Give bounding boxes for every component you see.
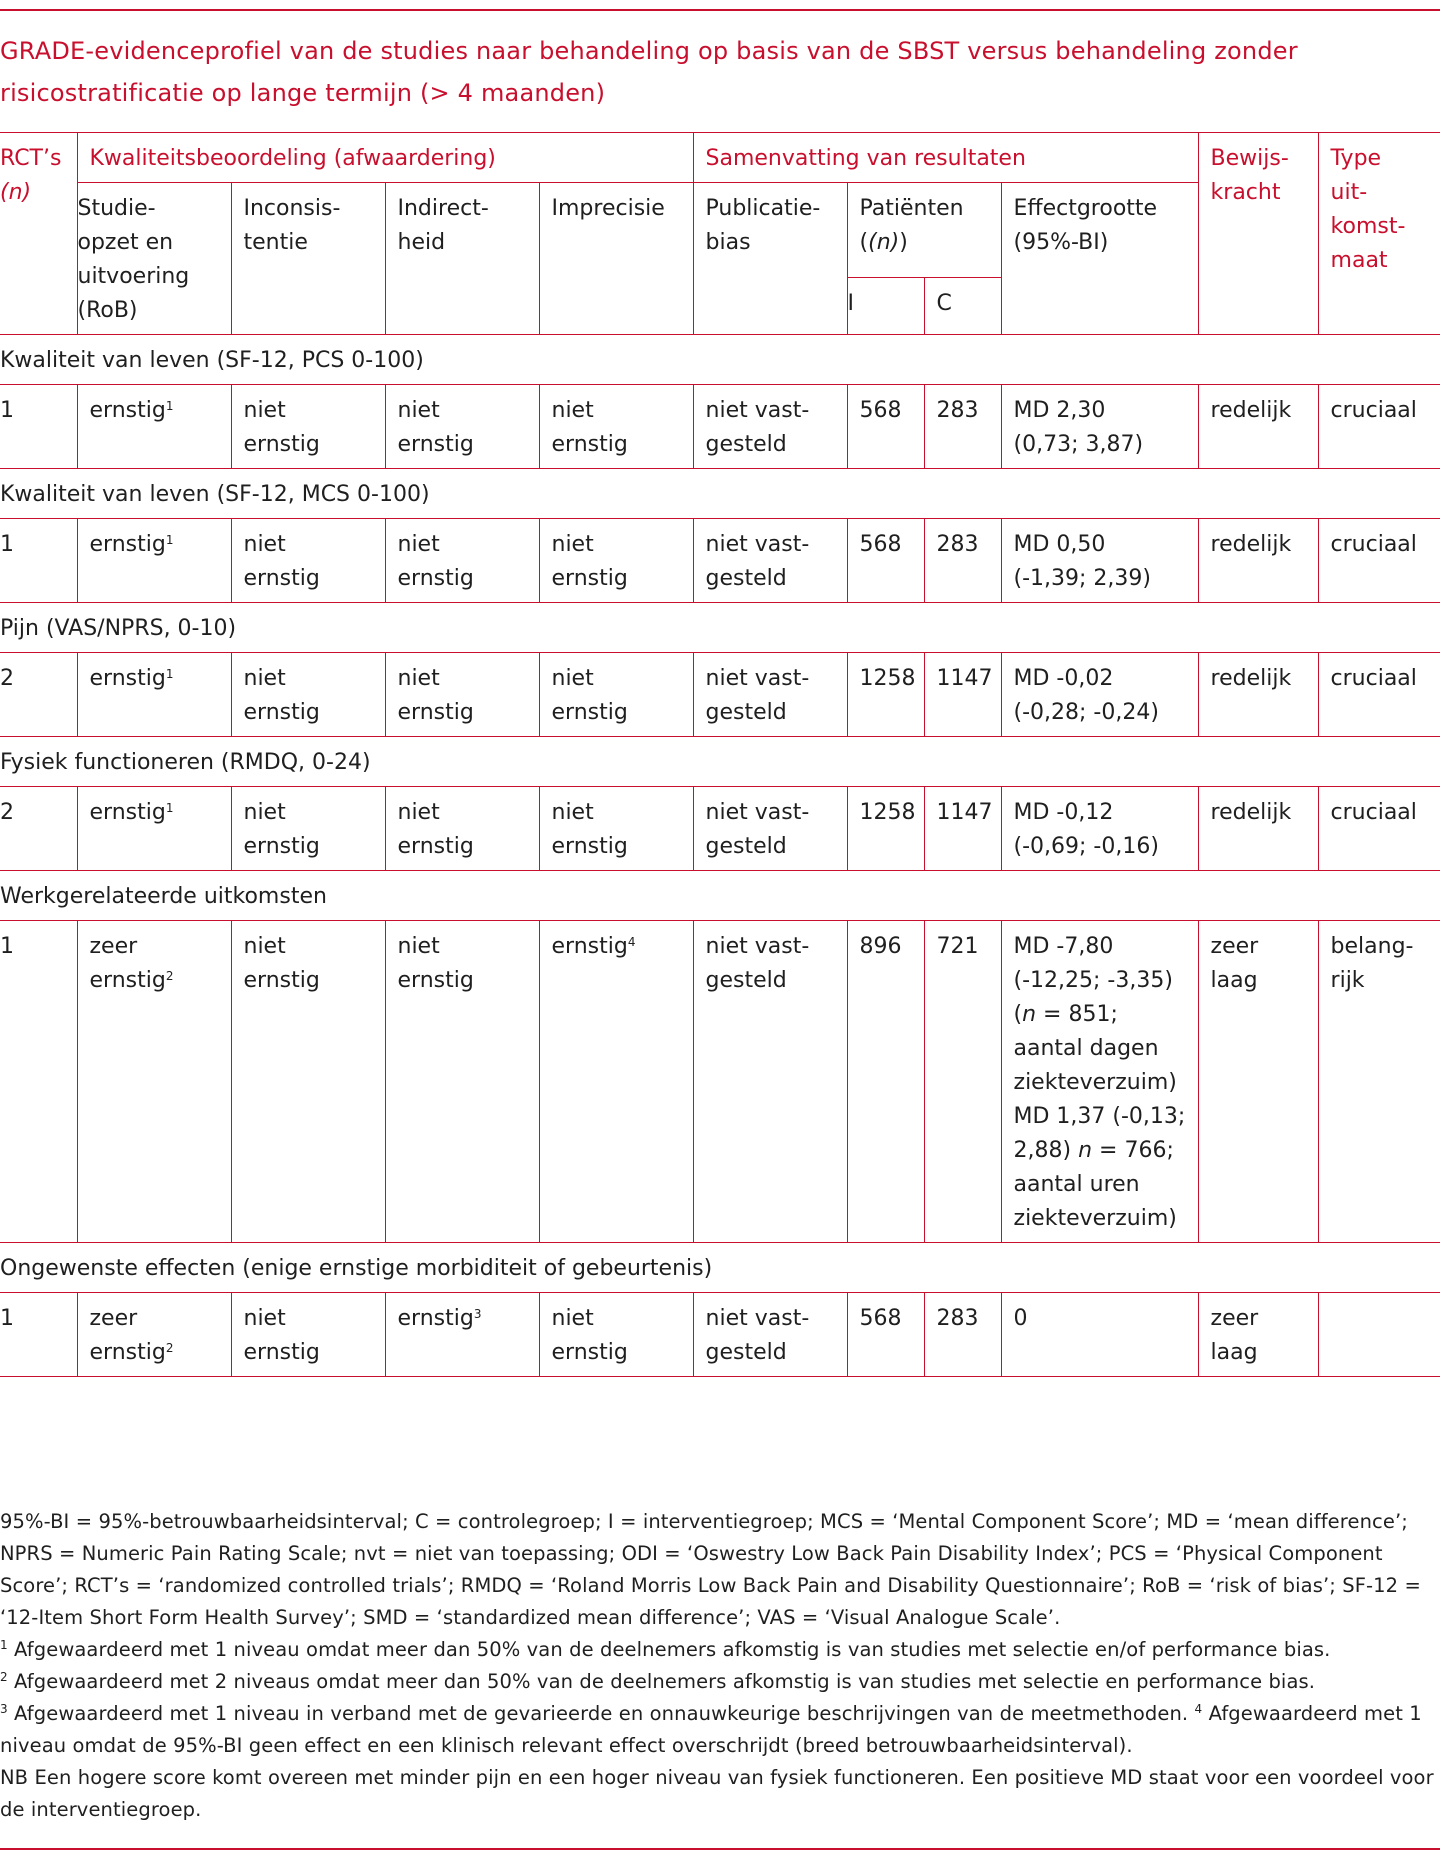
cell-imprecision: ernstig$^4$ bbox=[539, 921, 693, 1243]
section-header-row bbox=[0, 469, 1440, 519]
cell-intervention-n: 568 bbox=[847, 1293, 924, 1377]
cell-inconsistency: niet ernstig bbox=[231, 921, 385, 1243]
cell-rcts: 2 bbox=[0, 787, 77, 871]
cell-rcts: 1 bbox=[0, 1293, 77, 1377]
cell-type: cruciaal bbox=[1318, 519, 1440, 603]
cell-control-n: 721 bbox=[924, 921, 1001, 1243]
header-indirectness: Indirect- heid bbox=[385, 183, 539, 335]
footnote-1: $^1$ Afgewaardeerd met 1 niveau omdat meer dan 50% van de deelnemers afkomstig is van studies met selectie en/of performance bias. bbox=[0, 1638, 1331, 1661]
header-imprecision: Imprecisie bbox=[539, 183, 693, 335]
table-row bbox=[0, 653, 1440, 737]
cell-inconsistency: niet ernstig bbox=[231, 1293, 385, 1377]
cell-effect-size: 0 bbox=[1001, 1293, 1198, 1377]
footnote-2: $^2$ Afgewaardeerd met 2 niveaus omdat meer dan 50% van de deelnemers afkomstig is van studies met selectie en performance bias. bbox=[0, 1670, 1316, 1693]
cell-intervention-n: 568 bbox=[847, 385, 924, 469]
section-header-row bbox=[0, 737, 1440, 787]
cell-publication-bias: niet vast- gesteld bbox=[693, 921, 847, 1243]
cell-imprecision: niet ernstig bbox=[539, 519, 693, 603]
cell-imprecision: niet ernstig bbox=[539, 1293, 693, 1377]
cell-study-design: ernstig$^1$ bbox=[77, 519, 231, 603]
header-publication-bias: Publicatie- bias bbox=[693, 183, 847, 335]
cell-bewijskracht: redelijk bbox=[1198, 787, 1318, 871]
cell-imprecision: niet ernstig bbox=[539, 787, 693, 871]
cell-type: cruciaal bbox=[1318, 653, 1440, 737]
section-header-row bbox=[0, 335, 1440, 385]
header-row-1 bbox=[0, 133, 1440, 183]
section-label: Pijn (VAS/NPRS, 0-10) bbox=[0, 603, 1440, 653]
cell-indirectness: niet ernstig bbox=[385, 921, 539, 1243]
header-quality: Kwaliteitsbeoordeling (afwaardering) bbox=[77, 133, 693, 183]
cell-bewijskracht: zeer laag bbox=[1198, 921, 1318, 1243]
cell-study-design: zeer ernstig$^2$ bbox=[77, 1293, 231, 1377]
nb-note: NB Een hogere score komt overeen met minder pijn en een hoger niveau van fysiek functioneren. Een positieve MD staat voor een voordeel voor de interventiegroep. bbox=[0, 1766, 1434, 1821]
cell-study-design: ernstig$^1$ bbox=[77, 653, 231, 737]
cell-indirectness: niet ernstig bbox=[385, 519, 539, 603]
cell-inconsistency: niet ernstig bbox=[231, 653, 385, 737]
cell-intervention-n: 1258 bbox=[847, 787, 924, 871]
cell-imprecision: niet ernstig bbox=[539, 385, 693, 469]
cell-indirectness: niet ernstig bbox=[385, 385, 539, 469]
cell-effect-size: MD -0,02 (-0,28; -0,24) bbox=[1001, 653, 1198, 737]
cell-effect-size: MD -0,12 (-0,69; -0,16) bbox=[1001, 787, 1198, 871]
cell-intervention-n: 896 bbox=[847, 921, 924, 1243]
cell-type: belang- rijk bbox=[1318, 921, 1440, 1243]
table-row bbox=[0, 519, 1440, 603]
table-body bbox=[0, 335, 1440, 1377]
section-label: Ongewenste effecten (enige ernstige morbiditeit of gebeurtenis) bbox=[0, 1243, 1440, 1293]
cell-imprecision: niet ernstig bbox=[539, 653, 693, 737]
header-bewijskracht: Bewijs- kracht bbox=[1198, 133, 1318, 335]
cell-bewijskracht: redelijk bbox=[1198, 385, 1318, 469]
cell-type: cruciaal bbox=[1318, 385, 1440, 469]
cell-rcts: 2 bbox=[0, 653, 77, 737]
table-row bbox=[0, 1293, 1440, 1377]
section-header-row bbox=[0, 1243, 1440, 1293]
abbreviations-note: 95%-BI = 95%-betrouwbaarheidsinterval; C = controlegroep; I = interventiegroep; MCS = ‘Mental Component Score’; MD = ‘mean difference’; NPRS = Numeric Pain Rating Scale; nvt = niet van toepassing; ODI = ‘Oswestry Low Back Pain Disability Index’; PCS = ‘Physical Component Score’; RCT’s = ‘randomized controlled trials’; RMDQ = ‘Roland Morris Low Back Pain and Disability Questionnaire’; RoB = ‘risk of bias’; SF-12 = ‘12-Item Short Form Health Survey’; SMD = ‘standardized mean difference’; VAS = ‘Visual Analogue Scale’. bbox=[0, 1510, 1421, 1629]
cell-rcts: 1 bbox=[0, 519, 77, 603]
cell-publication-bias: niet vast- gesteld bbox=[693, 519, 847, 603]
header-summary: Samenvatting van resultaten bbox=[693, 133, 1198, 183]
header-patients: Patiënten ((n)) bbox=[847, 183, 1001, 278]
cell-type bbox=[1318, 1293, 1440, 1377]
table-row bbox=[0, 921, 1440, 1243]
cell-publication-bias: niet vast- gesteld bbox=[693, 653, 847, 737]
cell-rcts: 1 bbox=[0, 385, 77, 469]
cell-effect-size: MD 2,30 (0,73; 3,87) bbox=[1001, 385, 1198, 469]
header-type: Type uit- komst- maat bbox=[1318, 133, 1440, 335]
footnote-3-4: $^3$ Afgewaardeerd met 1 niveau in verband met de gevarieerde en onnauwkeurige beschrijvingen van de meetmethoden. $^4$ Afgewaardeerd met 1 niveau omdat de 95%-BI geen effect en een klinisch relevant effect overschrijdt (breed betrouwbaarheidsinterval). bbox=[0, 1702, 1422, 1757]
cell-effect-size: MD -7,80 (-12,25; -3,35) (n = 851; aantal dagen ziekteverzuim) MD 1,37 (-0,13; 2,88) n = 766; aantal uren ziekteverzuim) bbox=[1001, 921, 1198, 1243]
cell-control-n: 1147 bbox=[924, 787, 1001, 871]
section-label: Kwaliteit van leven (SF-12, MCS 0-100) bbox=[0, 469, 1440, 519]
cell-rcts: 1 bbox=[0, 921, 77, 1243]
cell-study-design: zeer ernstig$^2$ bbox=[77, 921, 231, 1243]
cell-study-design: ernstig$^1$ bbox=[77, 787, 231, 871]
cell-control-n: 283 bbox=[924, 1293, 1001, 1377]
header-control: C bbox=[924, 278, 1001, 335]
header-study-design: Studie- opzet en uitvoering (RoB) bbox=[77, 183, 231, 335]
cell-bewijskracht: zeer laag bbox=[1198, 1293, 1318, 1377]
section-label: Kwaliteit van leven (SF-12, PCS 0-100) bbox=[0, 335, 1440, 385]
cell-indirectness: niet ernstig bbox=[385, 653, 539, 737]
cell-publication-bias: niet vast- gesteld bbox=[693, 385, 847, 469]
cell-inconsistency: niet ernstig bbox=[231, 787, 385, 871]
section-label: Fysiek functioneren (RMDQ, 0-24) bbox=[0, 737, 1440, 787]
table-title: GRADE-evidenceprofiel van de studies naar behandeling op basis van de SBST versus behandeling zonder risicostratificatie op lange termijn (> 4 maanden) bbox=[0, 37, 1298, 107]
cell-indirectness: niet ernstig bbox=[385, 787, 539, 871]
header-effect-size: Effectgrootte (95%-BI) bbox=[1001, 183, 1198, 335]
cell-inconsistency: niet ernstig bbox=[231, 519, 385, 603]
top-rule bbox=[0, 9, 1440, 11]
header-rcts: RCT’s (n) bbox=[0, 133, 77, 335]
cell-publication-bias: niet vast- gesteld bbox=[693, 1293, 847, 1377]
section-header-row bbox=[0, 603, 1440, 653]
cell-bewijskracht: redelijk bbox=[1198, 519, 1318, 603]
cell-publication-bias: niet vast- gesteld bbox=[693, 787, 847, 871]
header-intervention: I bbox=[847, 278, 924, 335]
cell-indirectness: ernstig$^3$ bbox=[385, 1293, 539, 1377]
section-header-row bbox=[0, 871, 1440, 921]
header-inconsistency: Inconsis- tentie bbox=[231, 183, 385, 335]
cell-inconsistency: niet ernstig bbox=[231, 385, 385, 469]
section-label: Werkgerelateerde uitkomsten bbox=[0, 871, 1440, 921]
grade-table bbox=[0, 132, 1440, 1377]
cell-intervention-n: 568 bbox=[847, 519, 924, 603]
cell-type: cruciaal bbox=[1318, 787, 1440, 871]
cell-control-n: 283 bbox=[924, 519, 1001, 603]
cell-control-n: 1147 bbox=[924, 653, 1001, 737]
table-row bbox=[0, 787, 1440, 871]
cell-effect-size: MD 0,50 (-1,39; 2,39) bbox=[1001, 519, 1198, 603]
cell-control-n: 283 bbox=[924, 385, 1001, 469]
footnotes bbox=[0, 1506, 1440, 1826]
table-row bbox=[0, 385, 1440, 469]
bottom-rule bbox=[0, 1848, 1440, 1850]
cell-intervention-n: 1258 bbox=[847, 653, 924, 737]
cell-bewijskracht: redelijk bbox=[1198, 653, 1318, 737]
cell-study-design: ernstig$^1$ bbox=[77, 385, 231, 469]
